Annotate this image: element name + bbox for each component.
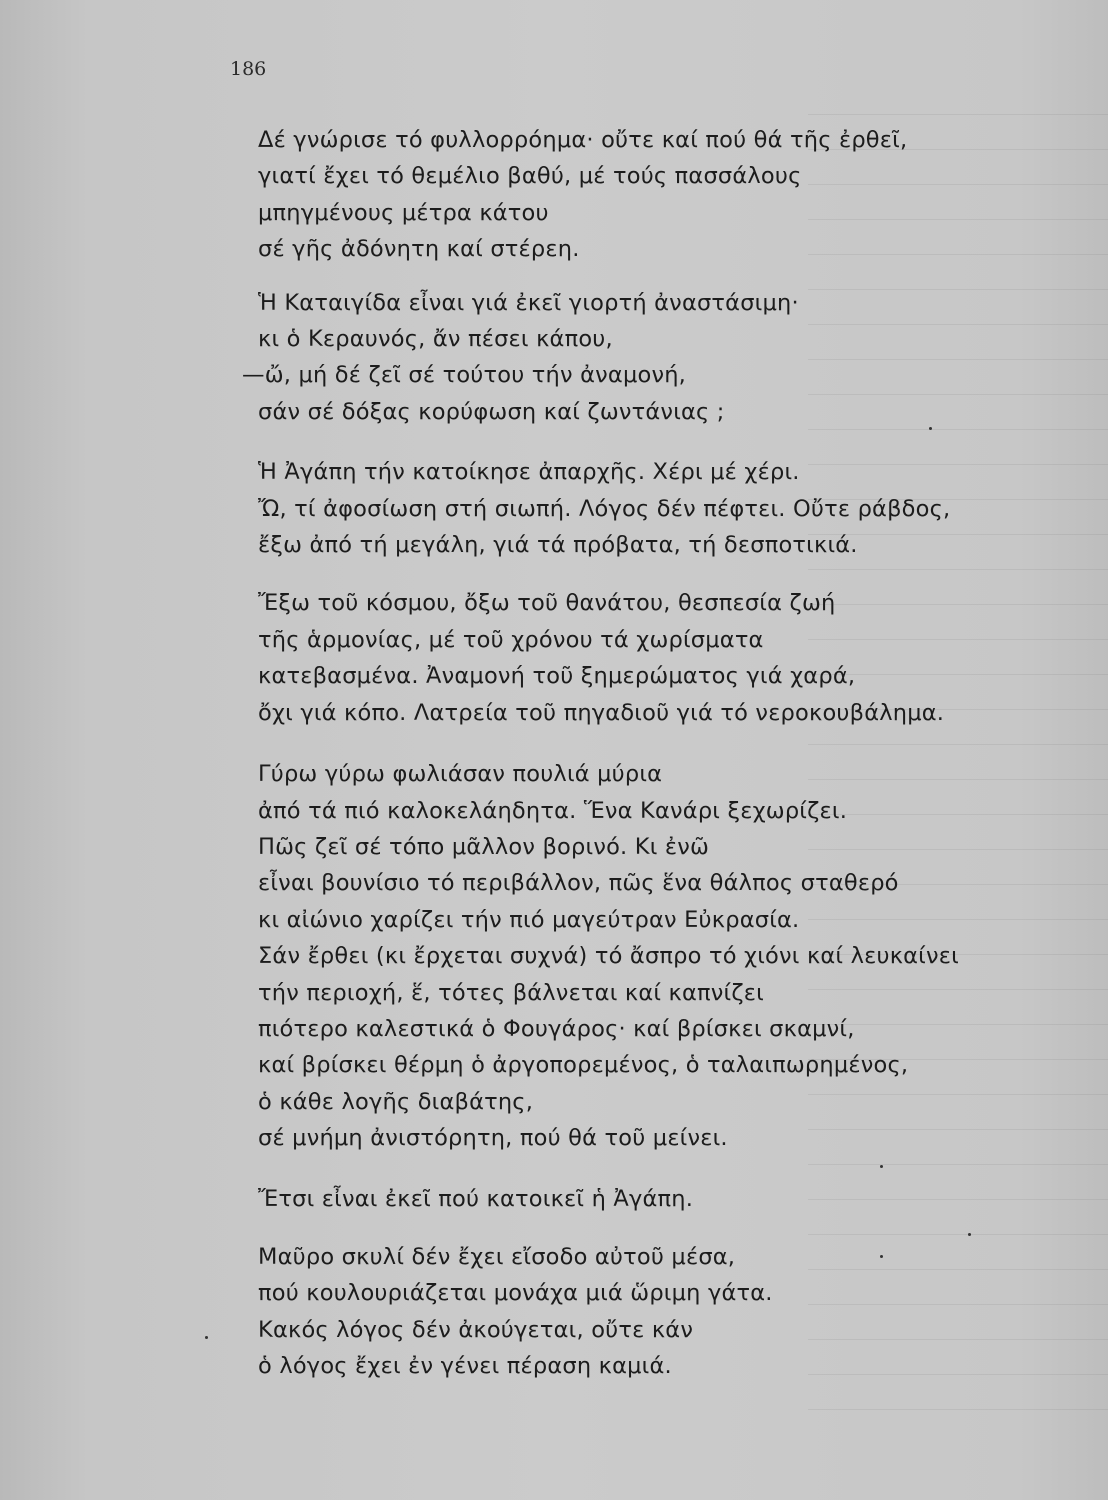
stanza-gap (258, 430, 1088, 454)
poem-line: ὄχι γιά κόπο. Λατρεία τοῦ πηγαδιοῦ γιά τό νεροκουβάλημα. (258, 699, 945, 726)
poem-line: σέ μνήμη ἀνιστόρητη, πού θά τοῦ μείνει. (258, 1125, 728, 1152)
poem-line: Σάν ἔρθει (κι ἔρχεται συχνά) τό ἄσπρο τό χιόνι καί λευκαίνει (258, 943, 959, 970)
poem-line: σάν σέ δόξας κορύφωση καί ζωντάνιας ; (258, 398, 725, 425)
poem-line: ἀπό τά πιό καλοκελάηδητα. Ἕνα Κανάρι ξεχωρίζει. (258, 797, 848, 824)
stanza-1 (258, 122, 1088, 268)
poem-line: Κακός λόγος δέν ἀκούγεται, οὔτε κάν (258, 1316, 694, 1343)
poem-line: ὁ λόγος ἔχει ἐν γένει πέραση καμιά. (258, 1353, 672, 1380)
stanza-3 (258, 454, 1088, 563)
page-number: 186 (230, 58, 267, 80)
stanza-6 (258, 1181, 1088, 1217)
poem-line: Ὤ, τί ἀφοσίωση στή σιωπή. Λόγος δέν πέφτει. Οὔτε ράβδος, (258, 495, 951, 522)
poem-line: τῆς ἁρμονίας, μέ τοῦ χρόνου τά χωρίσματα (258, 626, 764, 653)
stanza-5 (258, 756, 1088, 1156)
poem-line: Γύρω γύρω φωλιάσαν πουλιά μύρια (258, 761, 663, 788)
stanza-7 (258, 1239, 1088, 1385)
poem-line: τήν περιοχή, ἕ, τότες βάλνεται καί καπνίζει (258, 979, 764, 1006)
poem-line: εἶναι βουνίσιο τό περιβάλλον, πῶς ἕνα θάλπος σταθερό (258, 870, 899, 897)
poem-line: κατεβασμένα. Ἀναμονή τοῦ ξημερώματος γιά χαρά, (258, 663, 856, 690)
stanza-4 (258, 585, 1088, 731)
poem-line: Ἔξω τοῦ κόσμου, ὄξω τοῦ θανάτου, θεσπεσία ζωή (258, 590, 836, 617)
stanza-gap (258, 1157, 1088, 1181)
stanza-gap (258, 1217, 1088, 1239)
stanza-gap (258, 563, 1088, 585)
poem-body (242, 122, 1088, 1385)
poem-line: καί βρίσκει θέρμη ὁ ἀργοπορεμένος, ὁ ταλαιπωρημένος, (258, 1052, 909, 1079)
poem-line: κι ὁ Κεραυνός, ἄν πέσει κάπου, (258, 326, 613, 353)
ink-speck (880, 1255, 883, 1258)
ink-speck (968, 1233, 971, 1236)
poem-line: Δέ γνώρισε τό φυλλορρόημα· οὔτε καί πού θά τῆς ἐρθεῖ, (258, 127, 908, 153)
poem-line: πιότερο καλεστικά ὁ Φουγάρος· καί βρίσκει σκαμνί, (258, 1015, 855, 1042)
poem-line: Μαῦρο σκυλί δέν ἔχει εἴσοδο αὐτοῦ μέσα, (258, 1243, 736, 1270)
poem-line: γιατί ἔχει τό θεμέλιο βαθύ, μέ τούς πασσάλους (258, 163, 802, 190)
ink-speck (929, 427, 932, 430)
poem-line: Πῶς ζεῖ σέ τόπο μᾶλλον βορινό. Κι ἐνῶ (258, 833, 710, 860)
ink-speck (205, 1336, 208, 1339)
stanza-gap (258, 731, 1088, 756)
stanza-gap (258, 268, 1088, 285)
poem-line: —ὤ, μή δέ ζεῖ σέ τούτου τήν ἀναμονή, (242, 362, 687, 389)
poem-line: μπηγμένους μέτρα κάτου (258, 199, 549, 226)
poem-line: κι αἰώνιο χαρίζει τήν πιό μαγεύτραν Εὐκρασία. (258, 906, 800, 933)
ink-speck (880, 1165, 883, 1168)
poem-line: πού κουλουριάζεται μονάχα μιά ὥριμη γάτα. (258, 1280, 773, 1307)
poem-line: σέ γῆς ἀδόνητη καί στέρεη. (258, 236, 580, 263)
poem-line: Ἡ Ἀγάπη τήν κατοίκησε ἀπαρχῆς. Χέρι μέ χέρι. (258, 459, 800, 486)
stanza-2 (242, 285, 1088, 431)
poem-line: ἔξω ἀπό τή μεγάλη, γιά τά πρόβατα, τή δεσποτικιά. (258, 532, 858, 559)
poem-line: ὁ κάθε λογῆς διαβάτης, (258, 1088, 534, 1115)
poem-line: Ἡ Καταιγίδα εἶναι γιά ἐκεῖ γιορτή ἀναστάσιμη· (258, 289, 799, 316)
poem-line: Ἔτσι εἶναι ἐκεῖ πού κατοικεῖ ἡ Ἀγάπη. (258, 1185, 694, 1212)
